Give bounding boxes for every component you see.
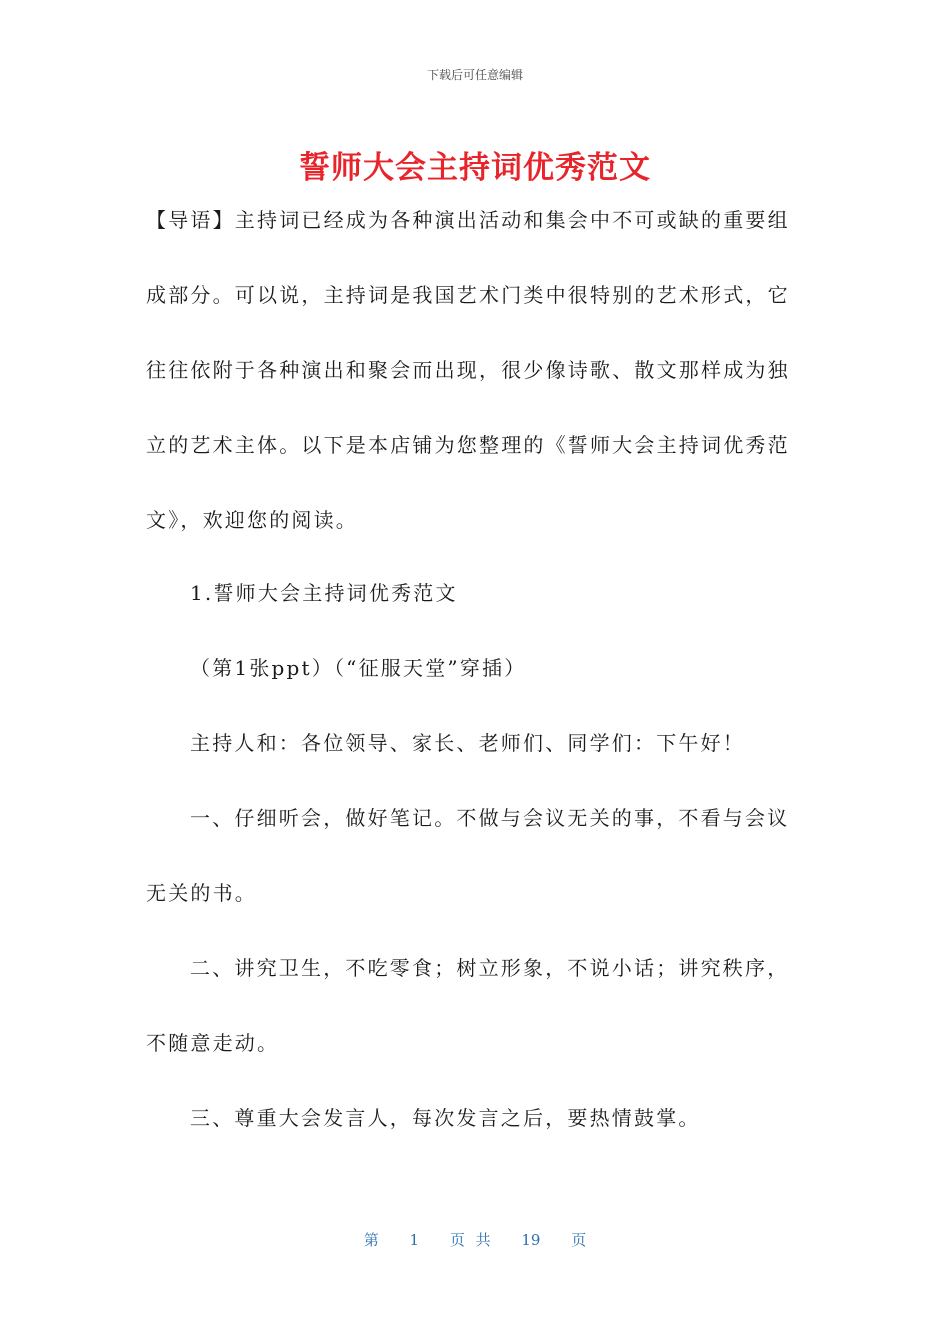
document-title: 誓师大会主持词优秀范文 [299,150,651,186]
section-heading: 1.誓师大会主持词优秀范文 [190,581,458,605]
body-line: 主持人和：各位领导、家长、老师们、同学们：下午好！ [190,731,745,755]
footer-total-pages: 19 [521,1231,541,1249]
body-line: 一、仔细听会，做好笔记。不做与会议无关的事，不看与会议 [190,806,790,830]
footer-label-page: 第 [363,1231,379,1249]
body-line: 文》，欢迎您的阅读。 [146,508,358,532]
body-line: 【导语】主持词已经成为各种演出活动和集会中不可或缺的重要组 [146,208,790,232]
body-line: 三、尊重大会发言人，每次发言之后，要热情鼓掌。 [190,1106,701,1130]
body-line: 不随意走动。 [146,1031,280,1055]
header-note: 下载后可任意编辑 [426,68,523,82]
body-line: 往往依附于各种演出和聚会而出现，很少像诗歌、散文那样成为独 [146,358,790,382]
body-line: （第1张ppt）（“征服天堂”穿插） [190,656,527,680]
body-line: 立的艺术主体。以下是本店铺为您整理的《誓师大会主持词优秀范 [146,433,790,457]
page-footer [0,1229,950,1250]
footer-label-end: 页 [571,1231,587,1249]
footer-label-of-total: 页 共 [449,1231,491,1249]
footer-current-page: 1 [409,1231,420,1249]
body-line: 成部分。可以说，主持词是我国艺术门类中很特别的艺术形式，它 [146,283,790,307]
body-line: 二、讲究卫生，不吃零食；树立形象，不说小话；讲究秩序， [190,956,790,980]
body-line: 无关的书。 [146,881,257,905]
